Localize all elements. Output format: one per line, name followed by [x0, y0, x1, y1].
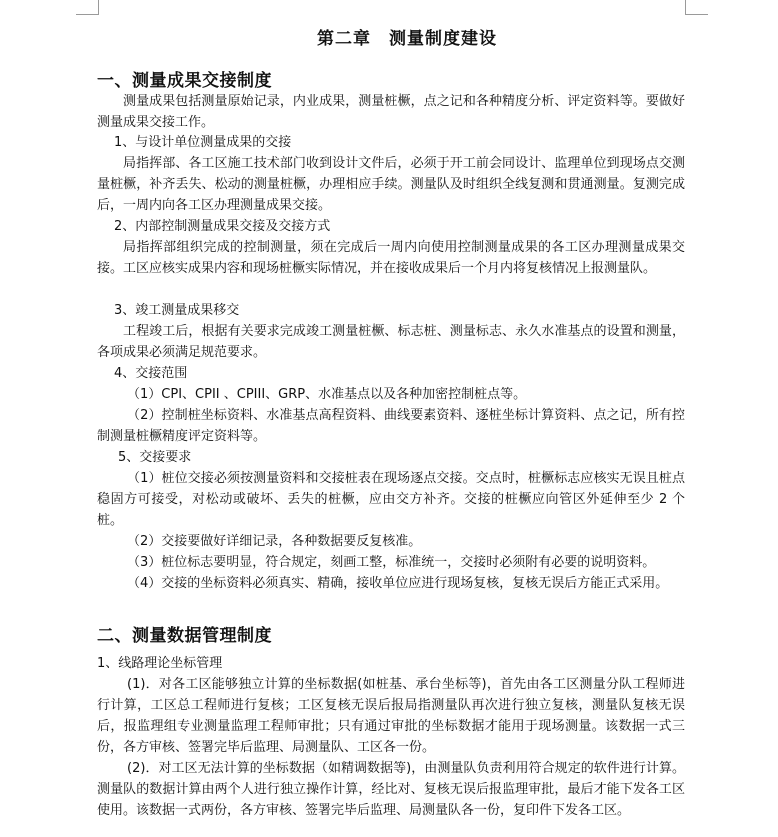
- paragraph-s3: 工程竣工后，根据有关要求完成竣工测量桩橛、标志桩、测量标志、永久水准基点的设置和测量，各项成果必须满足规范要求。: [97, 324, 685, 360]
- chapter-title: 第二章 测量制度建设: [317, 29, 497, 49]
- paragraph-s1: 局指挥部、各工区施工技术部门收到设计文件后，必须于开工前会同设计、监理单位到现场点交测量桩橛，补齐丢失、松动的测量桩橛，办理相应手续。测量队及时组织全线复测和贯通测量。复测完成后，一周内向各工区办理测量成果交接。: [97, 156, 685, 213]
- page-corner-mark-right: [685, 0, 708, 15]
- subsection-title-2: 2、内部控制测量成果交接及交接方式: [114, 219, 331, 234]
- paragraph-intro: 测量成果包括测量原始记录，内业成果，测量桩橛，点之记和各种精度分析、评定资料等。要做好测量成果交接工作。: [97, 94, 685, 130]
- paragraph-s2: 局指挥部组织完成的控制测量，须在完成后一周内向使用控制测量成果的各工区办理测量成果交接。工区应核实成果内容和现场桩橛实际情况，并在接收成果后一个月内将复核情况上报测量队。: [97, 240, 685, 276]
- subsection-title-2-1: 1、线路理论坐标管理: [97, 656, 223, 671]
- paragraph-coordinate-1: (1)．对各工区能够独立计算的坐标数据(如桩基、承台坐标等)，首先由各工区测量分队工程师进行计算，工区总工程师进行复核；工区复核无误后报局指测量队再次进行独立复核，测量队复核无误后，报监理组专业测量监理工程师审批；只有通过审批的坐标数据才能用于现场测量。该数据一式三份，各方审核、签署完毕后监理、局测量队、工区各一份。: [97, 677, 685, 755]
- list-item-s5-4: （4）交接的坐标资料必须真实、精确，接收单位应进行现场复核，复核无误后方能正式采用。: [127, 576, 669, 591]
- list-item-s4-1: （1）CPI、CPII 、CPIII、GRP、水准基点以及各种加密控制桩点等。: [127, 387, 527, 402]
- subsection-title-4: 4、交接范围: [114, 366, 188, 381]
- section-heading-2: 二、测量数据管理制度: [97, 626, 272, 646]
- list-item-s5-2: （2）交接要做好详细记录，各种数据要反复核准。: [127, 534, 422, 549]
- subsection-title-3: 3、竣工测量成果移交: [114, 303, 240, 318]
- subsection-title-1: 1、与设计单位测量成果的交接: [114, 135, 292, 150]
- subsection-title-5: 5、交接要求: [118, 450, 192, 465]
- list-item-s5-3: （3）桩位标志要明显，符合规定，刻画工整，标准统一，交接时必须附有必要的说明资料。: [127, 555, 656, 570]
- paragraph-coordinate-2: (2)．对工区无法计算的坐标数据（如精调数据等)，由测量队负责利用符合规定的软件进行计算。测量队的数据计算由两个人进行独立操作计算，经比对、复核无误后报监理审批，最后才能下发各工区使用。该数据一式两份，各方审核、签署完毕后监理、局测量队各一份，复印件下发各工区。: [97, 761, 685, 818]
- section-heading-1: 一、测量成果交接制度: [97, 71, 272, 91]
- list-item-s5-1: （1）桩位交接必须按测量资料和交接桩表在现场逐点交接。交点时，桩橛标志应核实无误且桩点稳固方可接受，对松动或破坏、丢失的桩橛，应由交方补齐。交接的桩橛应向管区外延伸至少 2 个桩。: [97, 471, 685, 528]
- list-item-s4-2: （2）控制桩坐标资料、水准基点高程资料、曲线要素资料、逐桩坐标计算资料、点之记，所有控制测量桩橛精度评定资料等。: [97, 408, 685, 444]
- page-corner-mark-left: [76, 0, 99, 15]
